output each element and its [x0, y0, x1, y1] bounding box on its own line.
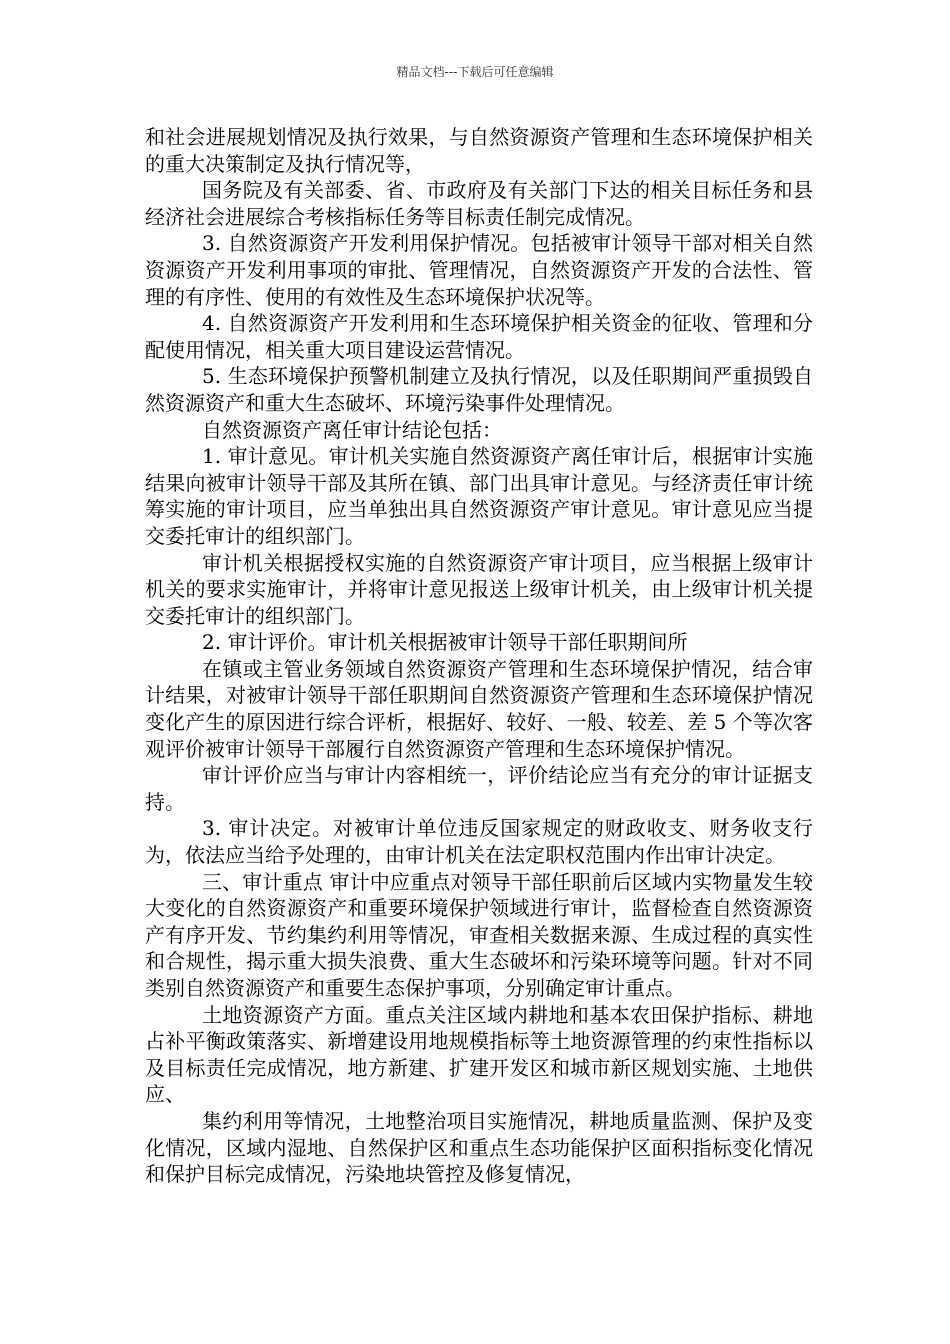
paragraph-4: 4. 自然资源资产开发利用和生态环境保护相关资金的征收、管理和分配使用情况，相关重大项目建设运营情况。 [145, 311, 813, 362]
paragraph-2: 国务院及有关部委、省、市政府及有关部门下达的相关目标任务和县经济社会进展综合考核指标任务等目标责任制完成情况。 [145, 178, 813, 229]
paragraph-8: 审计机关根据授权实施的自然资源资产审计项目，应当根据上级审计机关的要求实施审计，并将审计意见报送上级审计机关，由上级审计机关提交委托审计的组织部门。 [145, 550, 813, 628]
paragraph-10: 在镇或主管业务领域自然资源资产管理和生态环境保护情况，结合审计结果，对被审计领导干部任职期间自然资源资产管理和生态环境保护情况变化产生的原因进行综合评析，根据好、较好、一般、较差、差 5 个等次客观评价被审计领导干部履行自然资源资产管理和生态环境保护情况。 [145, 656, 813, 761]
document-body [145, 124, 813, 1188]
paragraph-6: 自然资源资产离任审计结论包括： [202, 417, 502, 442]
paragraph-9: 2. 审计评价。审计机关根据被审计领导干部任职期间所 [202, 630, 688, 655]
paragraph-12: 3. 审计决定。对被审计单位违反国家规定的财政收支、财务收支行为，依法应当给予处理的，由审计机关在法定职权范围内作出审计决定。 [145, 816, 813, 868]
paragraph-13: 三、审计重点 审计中应重点对领导干部任职前后区域内实物量发生较大变化的自然资源资产和重要环境保护领域进行审计，监督检查自然资源资产有序开发、节约集约利用等情况，审查相关数据来源、生成过程的真实性和合规性，揭示重大损失浪费、重大生态破坏和污染环境等问题。针对不同类别自然资源资产和重要生态保护事项，分别确定审计重点。 [145, 869, 813, 1000]
paragraph-15: 集约利用等情况，土地整治项目实施情况，耕地质量监测、保护及变化情况，区域内湿地、自然保护区和重点生态功能保护区面积指标变化情况和保护目标完成情况，污染地块管控及修复情况， [145, 1108, 813, 1187]
paragraph-11: 审计评价应当与审计内容相统一，评价结论应当有充分的审计证据支持。 [145, 763, 813, 814]
paragraph-5: 5. 生态环境保护预警机制建立及执行情况，以及任职期间严重损毁自然资源资产和重大生态破坏、环境污染事件处理情况。 [145, 364, 813, 415]
page-header: 精品文档---下载后可任意编辑 [396, 65, 554, 79]
paragraph-7: 1. 审计意见。审计机关实施自然资源资产离任审计后，根据审计实施结果向被审计领导干部及其所在镇、部门出具审计意见。与经济责任审计统筹实施的审计项目，应当单独出具自然资源资产审计意见。审计意见应当提交委托审计的组织部门。 [145, 444, 813, 548]
paragraph-1: 和社会进展规划情况及执行效果，与自然资源资产管理和生态环境保护相关的重大决策制定及执行情况等， [145, 125, 813, 176]
paragraph-14: 土地资源资产方面。重点关注区域内耕地和基本农田保护指标、耕地占补平衡政策落实、新增建设用地规模指标等土地资源管理的约束性指标以及目标责任完成情况，地方新建、扩建开发区和城市新区规划实施、土地供应、 [145, 1002, 813, 1107]
paragraph-3: 3. 自然资源资产开发利用保护情况。包括被审计领导干部对相关自然资源资产开发利用事项的审批、管理情况，自然资源资产开发的合法性、管理的有序性、使用的有效性及生态环境保护状况等。 [145, 231, 813, 309]
